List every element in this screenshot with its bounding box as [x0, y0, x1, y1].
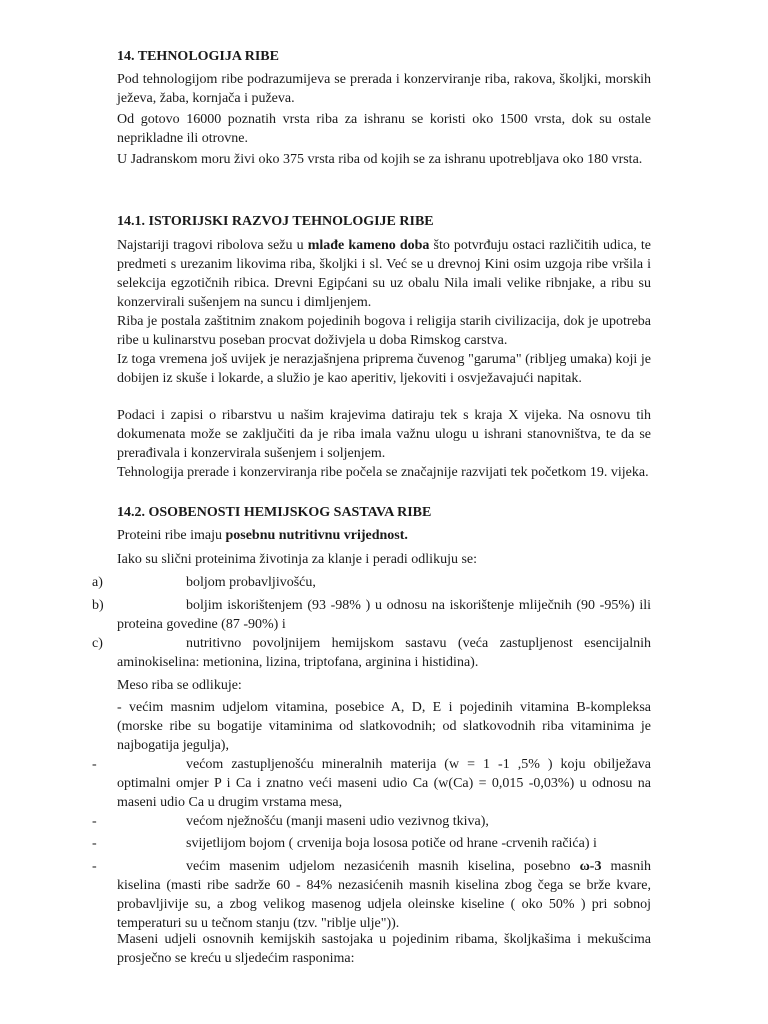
section-heading: 14.1. ISTORIJSKI RAZVOJ TEHNOLOGIJE RIBE	[117, 214, 434, 229]
list-marker: b)	[92, 598, 104, 613]
paragraph: Od gotovo 16000 poznatih vrsta riba za ishranu se koristi oko 1500 vrsta, dok su ostale neprikladne ili otrovne.	[117, 112, 651, 146]
list-marker: a)	[92, 575, 103, 590]
paragraph: Iz toga vremena još uvijek je nerazjašnjena priprema čuvenog "garuma" (ribljeg umaka) koji je dobijen iz skuše i lokarde, a služio je kao aperitiv, ljekoviti i osvježavajući napitak.	[117, 352, 651, 386]
section-heading: 14. TEHNOLOGIJA RIBE	[117, 49, 279, 64]
list-marker: -	[92, 757, 97, 772]
paragraph: Maseni udjeli osnovnih kemijskih sastojaka u pojedinim ribama, školjkašima i mekušcima prosječno se kreću u sljedećim rasponima:	[117, 932, 651, 966]
paragraph: Meso riba se odlikuje:	[117, 678, 242, 693]
paragraph: Tehnologija prerade i konzerviranja ribe počela se značajnije razvijati tek početkom 19. vijeka.	[117, 465, 649, 480]
paragraph: U Jadranskom moru živi oko 375 vrsta riba od kojih se za ishranu upotrebljava oko 180 vrsta.	[117, 152, 643, 167]
bold-phrase: mlađe kameno doba	[307, 238, 430, 253]
list-marker: -	[92, 814, 97, 829]
list-item-text: svijetlijom bojom ( crvenija boja lososa potiče od hrane -crvenih račića) i	[186, 836, 597, 851]
omega-3-label: ω-3	[579, 859, 602, 874]
list-item-text: većom nježnošću (manji maseni udio vezivnog tkiva),	[186, 814, 489, 829]
section-heading: 14.2. OSOBENOSTI HEMIJSKOG SASTAVA RIBE	[117, 505, 432, 520]
list-marker: -	[92, 836, 97, 851]
paragraph: - većim masnim udjelom vitamina, posebice A, D, E i pojedinih vitamina B-kompleksa (morske ribe su bogatije vitaminima od slatkovodnih; od slatkovodnih riba vitaminima je najbogatija jegulja),	[117, 700, 651, 753]
list-item-text: većim masenim udjelom nezasićenih masnih kiselina, posebno ω-3 masnih kiselina (masti ribe sadrže 60 - 84% nezasićenih masnih kiselina zbog čega se brže kvare, probavljivije su, a zbog velikog masenog udjela oleinske kiseline ( oko 50% ) pri sobnoj temperaturi su u tečnom stanju (tzv. "riblje ulje")).	[117, 859, 651, 931]
paragraph: Iako su slični proteinima životinja za klanje i peradi odlikuju se:	[117, 552, 478, 567]
paragraph: Pod tehnologijom ribe podrazumijeva se prerada i konzerviranje riba, rakova, školjki, morskih ježeva, žaba, kornjača i puževa.	[117, 72, 651, 106]
list-item-text: boljim iskorištenjem (93 -98% ) u odnosu na iskorištenje mliječnih (90 -95%) ili proteina govedine (87 -90%) i	[117, 598, 651, 632]
paragraph: Najstariji tragovi ribolova sežu u mlađe kameno doba što potvrđuju ostaci različitih udica, te predmeti s urezanim likovima riba, školjki i sl. Već se u drevnoj Kini osim uzgoja ribe vršila i selekcija egzotičnih ribica. Drevni Egipćani su uz obalu Nila imali velike ribnjake, a ribu su konzervirali sušenjem na suncu i dimljenjem.	[117, 238, 651, 310]
paragraph: Riba je postala zaštitnim znakom pojedinih bogova i religija starih civilizacija, dok je upotreba ribe u kulinarstvu poseban procvat doživjela u doba Rimskog carstva.	[117, 314, 651, 348]
list-item-text: nutritivno povoljnijem hemijskom sastavu (veća zastupljenost esencijalnih aminokiselina: metionina, lizina, triptofana, arginina i histidina).	[117, 636, 651, 670]
paragraph: Proteini ribe imaju posebnu nutritivnu vrijednost.	[117, 528, 408, 543]
list-marker: -	[92, 859, 97, 874]
list-marker: c)	[92, 636, 103, 651]
paragraph: Podaci i zapisi o ribarstvu u našim krajevima datiraju tek s kraja X vijeka. Na osnovu tih dokumenata može se zaključiti da je riba imala važnu ulogu u ishrani stanovništva, te da se prerađivala i konzervirala sušenjem i soljenjem.	[117, 408, 651, 461]
list-item-text: većom zastupljenošću mineralnih materija (w = 1 -1 ,5% ) koju obilježava optimalni omjer P i Ca i znatno veći maseni udio Ca (w(Ca) = 0,015 -0,03%) u odnosu na maseni udio Ca u drugim vrstama mesa,	[117, 757, 651, 810]
list-item-text: boljom probavljivošću,	[186, 575, 316, 590]
bold-phrase: posebnu nutritivnu vrijednost.	[225, 528, 408, 543]
